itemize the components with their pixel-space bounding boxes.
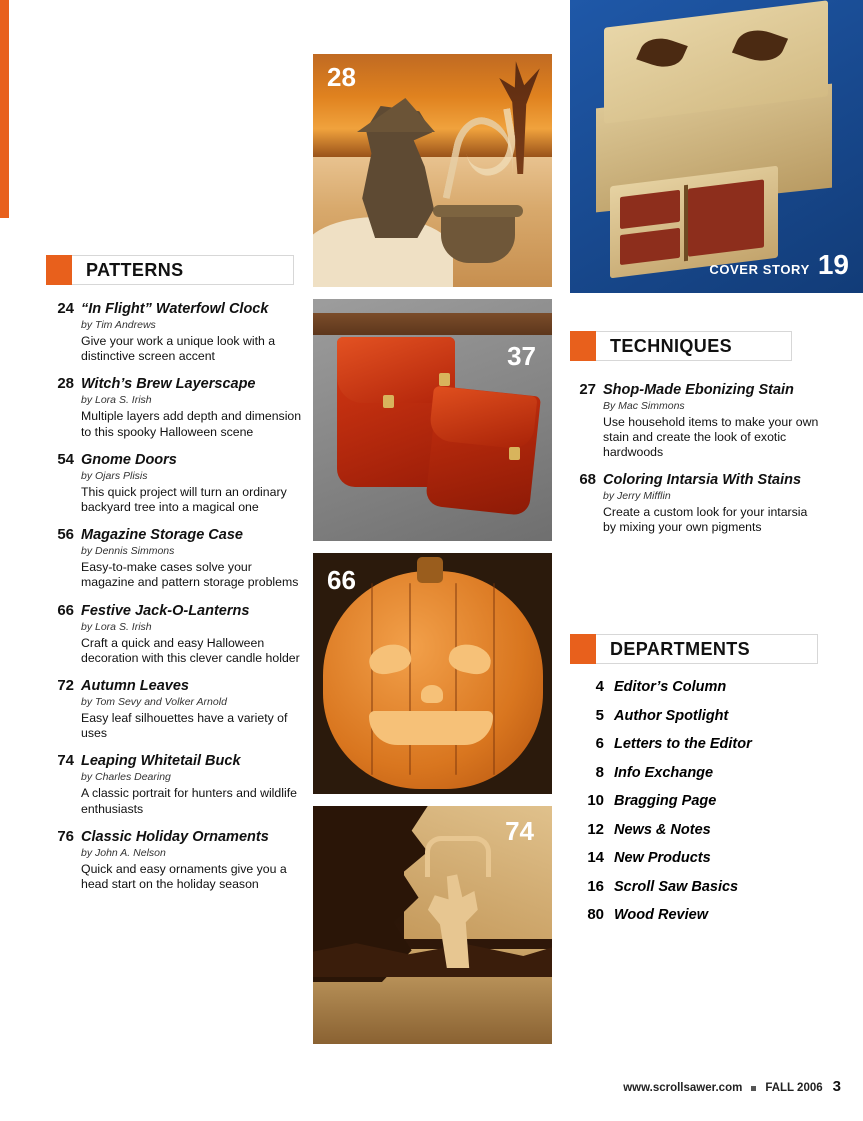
entry-page-number: 74	[57, 752, 74, 770]
page-footer	[623, 1078, 841, 1095]
entry-page-number: 28	[57, 375, 74, 393]
entry-title: New Products	[614, 850, 711, 866]
entry-title: Autumn Leaves	[81, 678, 189, 695]
list-item[interactable]	[46, 602, 304, 666]
list-item[interactable]	[46, 451, 304, 515]
photo-cover-story-jewelry-box	[570, 0, 863, 293]
entry-title: Author Spotlight	[614, 707, 729, 724]
photo-jack-o-lantern	[313, 553, 552, 794]
entry-byline: by Lora S. Irish	[81, 394, 152, 407]
entry-page-number: 56	[57, 526, 74, 544]
section-title-techniques: TECHNIQUES	[610, 335, 733, 356]
list-item[interactable]	[46, 828, 304, 892]
patterns-list	[46, 300, 304, 903]
entry-byline: by John A. Nelson	[81, 846, 166, 859]
artwork-pumpkin-nose	[421, 685, 443, 703]
entry-page-number: 14	[587, 849, 604, 866]
list-item[interactable]	[46, 677, 304, 741]
entry-description: Use household items to make your own stain and create the look of exotic hardwoods	[603, 415, 819, 460]
section-title-patterns: PATTERNS	[86, 259, 184, 280]
photo-page-number: 74	[505, 816, 534, 846]
entry-byline: by Ojars Plisis	[81, 469, 148, 482]
departments-list	[570, 678, 830, 935]
artwork-tray-divider	[684, 185, 688, 261]
entry-byline: by Dennis Simmons	[81, 545, 175, 558]
photo-page-number: 28	[327, 62, 356, 92]
entry-page-number: 76	[57, 827, 74, 845]
footer-issue: FALL 2006	[765, 1082, 823, 1094]
accent-swatch	[46, 255, 72, 285]
entry-title: Wood Review	[614, 907, 708, 923]
artwork-tray-cell	[688, 179, 764, 256]
entry-description: Give your work a unique look with a distinctive screen accent	[81, 334, 276, 364]
artwork-pumpkin-rib	[371, 583, 373, 775]
list-item[interactable]	[570, 381, 820, 461]
list-item[interactable]	[570, 821, 830, 838]
entry-title: Letters to the Editor	[614, 736, 752, 752]
photo-witchs-brew	[313, 54, 552, 287]
photo-whitetail-buck	[313, 806, 552, 1044]
entry-title: Gnome Doors	[81, 451, 177, 468]
footer-separator-icon	[751, 1086, 756, 1091]
entry-description: Multiple layers add depth and dimension to this spooky Halloween scene	[81, 409, 302, 439]
entry-page-number: 5	[595, 706, 604, 724]
section-header-box	[596, 331, 792, 361]
entry-title: Leaping Whitetail Buck	[81, 753, 241, 770]
entry-title: “In Flight” Waterfowl Clock	[81, 301, 269, 317]
entry-page-number: 4	[595, 678, 604, 695]
artwork-tray-cell	[620, 190, 680, 229]
section-header-techniques	[570, 331, 792, 361]
artwork-pumpkin-rib	[409, 583, 411, 775]
cover-story-page-number: 19	[817, 249, 849, 280]
entry-page-number: 27	[579, 381, 596, 398]
artwork-leaf-inlay	[636, 32, 688, 73]
accent-swatch	[570, 331, 596, 361]
artwork-pumpkin-body	[323, 571, 543, 789]
entry-description: Easy-to-make cases solve your magazine and pattern storage problems	[81, 560, 299, 590]
footer-page-number: 3	[832, 1078, 841, 1095]
accent-swatch	[570, 634, 596, 664]
photo-page-number: 37	[507, 341, 536, 371]
photo-magazine-storage-case	[313, 299, 552, 541]
footer-website[interactable]: www.scrollsawer.com	[623, 1082, 743, 1094]
artwork-pumpkin-stem	[417, 557, 443, 583]
artwork-cauldron	[441, 211, 515, 263]
entry-byline: by Charles Dearing	[81, 771, 171, 784]
entry-byline: by Tim Andrews	[81, 319, 156, 331]
list-item[interactable]	[46, 300, 304, 364]
entry-title: Classic Holiday Ornaments	[81, 828, 269, 845]
list-item[interactable]	[570, 849, 830, 866]
techniques-list	[570, 381, 820, 545]
entry-page-number: 54	[57, 450, 74, 468]
entry-description: Create a custom look for your intarsia by mixing your own pigments	[603, 504, 808, 534]
list-item[interactable]	[570, 707, 830, 724]
cover-story-label: COVER STORY	[709, 262, 810, 277]
entry-page-number: 10	[587, 792, 604, 809]
artwork-buckle	[383, 395, 394, 408]
section-header-box	[596, 634, 818, 664]
list-item[interactable]	[570, 764, 830, 781]
entry-byline: by Tom Sevy and Volker Arnold	[81, 696, 227, 709]
entry-title: Editor’s Column	[614, 679, 727, 695]
artwork-antlers	[425, 836, 491, 877]
list-item[interactable]	[570, 735, 830, 752]
entry-title: Magazine Storage Case	[81, 527, 243, 544]
artwork-tray-cell	[620, 228, 680, 265]
list-item[interactable]	[46, 752, 304, 816]
entry-description: Craft a quick and easy Halloween decoration with this clever candle holder	[81, 635, 300, 665]
artwork-buckle	[439, 373, 450, 386]
list-item[interactable]	[570, 471, 820, 535]
entry-title: Festive Jack-O-Lanterns	[81, 602, 250, 619]
entry-title: Scroll Saw Basics	[614, 878, 739, 895]
photo-page-number: 66	[327, 565, 356, 595]
entry-byline: by Jerry Mifflin	[603, 489, 671, 502]
section-title-departments: DEPARTMENTS	[610, 638, 751, 659]
entry-title: Coloring Intarsia With Stains	[603, 471, 802, 488]
entry-page-number: 8	[595, 763, 604, 781]
entry-title: Bragging Page	[614, 793, 717, 809]
artwork-cauldron-rim	[433, 205, 523, 217]
artwork-case-right-flap	[428, 386, 537, 451]
entry-description: Easy leaf silhouettes have a variety of uses	[81, 711, 288, 741]
entry-title: Shop-Made Ebonizing Stain	[603, 382, 794, 398]
list-item[interactable]	[570, 906, 830, 923]
entry-page-number: 80	[587, 906, 604, 923]
list-item[interactable]	[46, 375, 304, 439]
entry-description: A classic portrait for hunters and wildlife enthusiasts	[81, 786, 297, 816]
entry-title: Info Exchange	[614, 764, 714, 781]
entry-page-number: 16	[587, 877, 604, 895]
cover-story-callout	[709, 249, 849, 281]
entry-page-number: 12	[587, 820, 604, 838]
section-header-patterns	[46, 255, 294, 285]
accent-edge-bar	[0, 0, 9, 218]
artwork-pumpkin-rib	[455, 583, 457, 775]
entry-byline: by Lora S. Irish	[81, 620, 152, 633]
artwork-pumpkin-rib	[493, 583, 495, 775]
entry-page-number: 24	[57, 300, 74, 317]
entry-title: Witch’s Brew Layerscape	[81, 376, 256, 393]
entry-page-number: 6	[595, 735, 604, 752]
entry-description: This quick project will turn an ordinary backyard tree into a magical one	[81, 484, 287, 515]
entry-title: News & Notes	[614, 821, 711, 838]
list-item[interactable]	[46, 526, 304, 590]
list-item[interactable]	[570, 792, 830, 809]
entry-page-number: 72	[57, 677, 74, 695]
list-item[interactable]	[570, 678, 830, 695]
entry-description: Quick and easy ornaments give you a head start on the holiday season	[81, 861, 287, 892]
artwork-leaf-inlay	[732, 24, 788, 68]
artwork-shelf	[313, 313, 552, 335]
section-header-box	[72, 255, 294, 285]
entry-page-number: 66	[57, 601, 74, 619]
artwork-buckle	[509, 447, 520, 460]
artwork-pumpkin-mouth	[369, 711, 493, 745]
section-header-departments	[570, 634, 818, 664]
list-item[interactable]	[570, 878, 830, 895]
entry-byline: By Mac Simmons	[603, 400, 685, 412]
entry-page-number: 68	[579, 470, 596, 488]
